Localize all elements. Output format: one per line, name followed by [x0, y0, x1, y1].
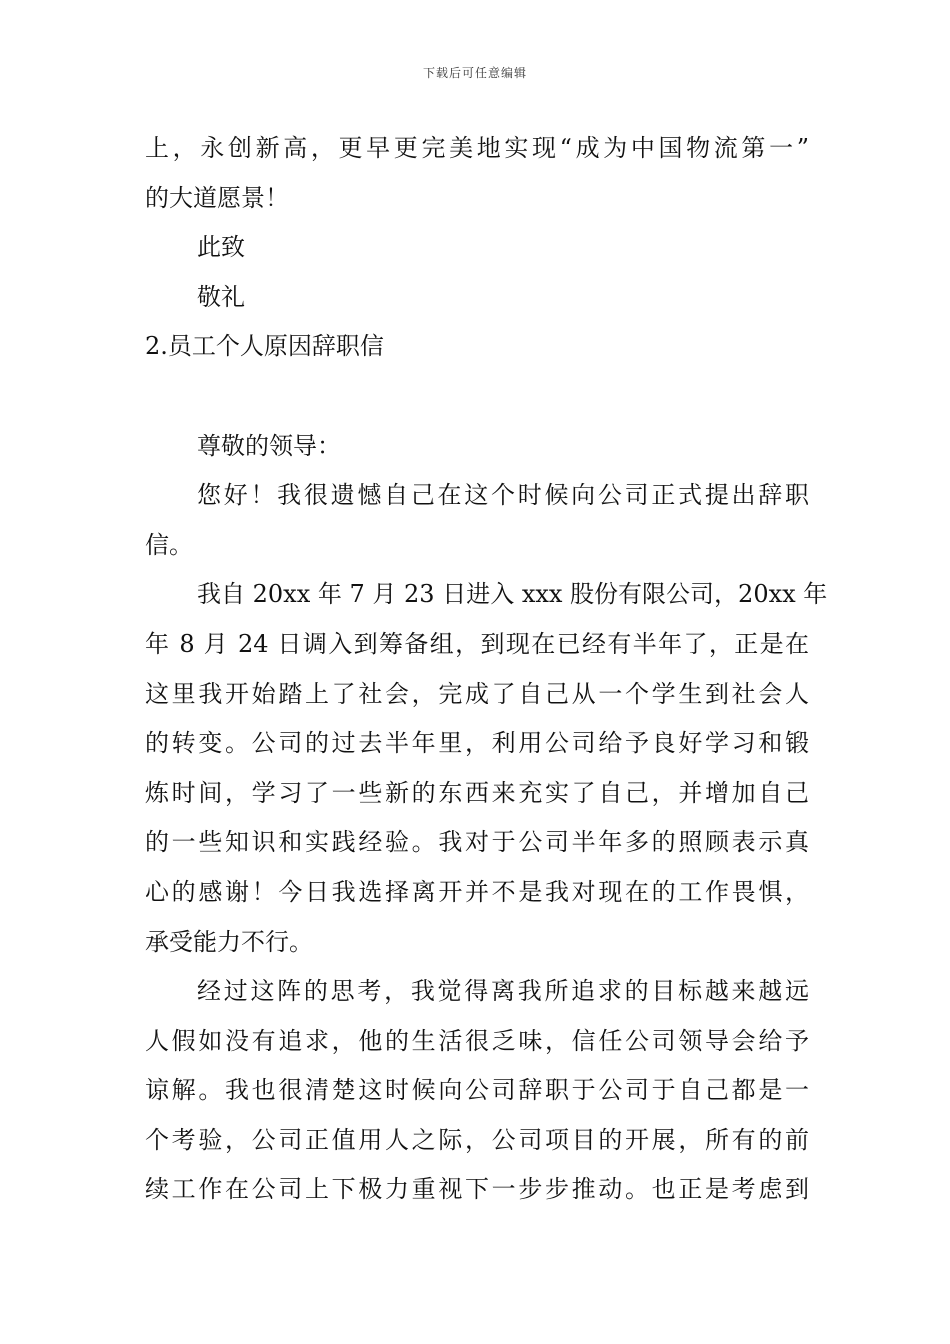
paragraph-line: 上，永创新高，更早更完美地实现“成为中国物流第一” [145, 134, 809, 162]
section-title: 2.员工个人原因辞职信 [145, 332, 384, 361]
paragraph-line: 的一些知识和实践经验。我对于公司半年多的照顾表示真 [145, 828, 809, 857]
paragraph-line: 续工作在公司上下极力重视下一步步推动。也正是考虑到 [145, 1175, 809, 1204]
blank-line [145, 372, 809, 422]
paragraph-line: 信。 [145, 530, 193, 559]
paragraph-line: 炼时间，学习了一些新的东西来充实了自己，并增加自己 [145, 778, 809, 807]
paragraph-line: 这里我开始踏上了社会，完成了自己从一个学生到社会人 [145, 679, 809, 708]
salutation: 尊敬的领导： [197, 431, 341, 460]
document-body [145, 124, 828, 1215]
paragraph-line: 的大道愿景！ [145, 183, 289, 212]
closing-line: 此致 [197, 233, 245, 262]
paragraph-line: 经过这阵的思考，我觉得离我所追求的目标越来越远 [197, 977, 809, 1006]
page-header: 下载后可任意编辑 [422, 66, 527, 80]
closing-line: 敬礼 [197, 282, 245, 311]
paragraph-line: 承受能力不行。 [145, 927, 313, 956]
paragraph-line: 我自 20xx 年 7 月 23 日进入 xxx 股份有限公司，20xx 年 [197, 580, 828, 609]
paragraph-line: 年 8 月 24 日调入到筹备组，到现在已经有半年了，正是在 [145, 629, 809, 658]
paragraph-line: 个考验，公司正值用人之际，公司项目的开展，所有的前 [145, 1125, 809, 1154]
paragraph-line: 您好！我很遗憾自己在这个时候向公司正式提出辞职 [197, 481, 809, 510]
paragraph-line: 心的感谢！今日我选择离开并不是我对现在的工作畏惧， [145, 877, 809, 906]
paragraph-line: 谅解。我也很清楚这时候向公司辞职于公司于自己都是一 [145, 1076, 809, 1105]
paragraph-line: 人假如没有追求，他的生活很乏味，信任公司领导会给予 [145, 1026, 809, 1055]
paragraph-line: 的转变。公司的过去半年里，利用公司给予良好学习和锻 [145, 729, 809, 758]
